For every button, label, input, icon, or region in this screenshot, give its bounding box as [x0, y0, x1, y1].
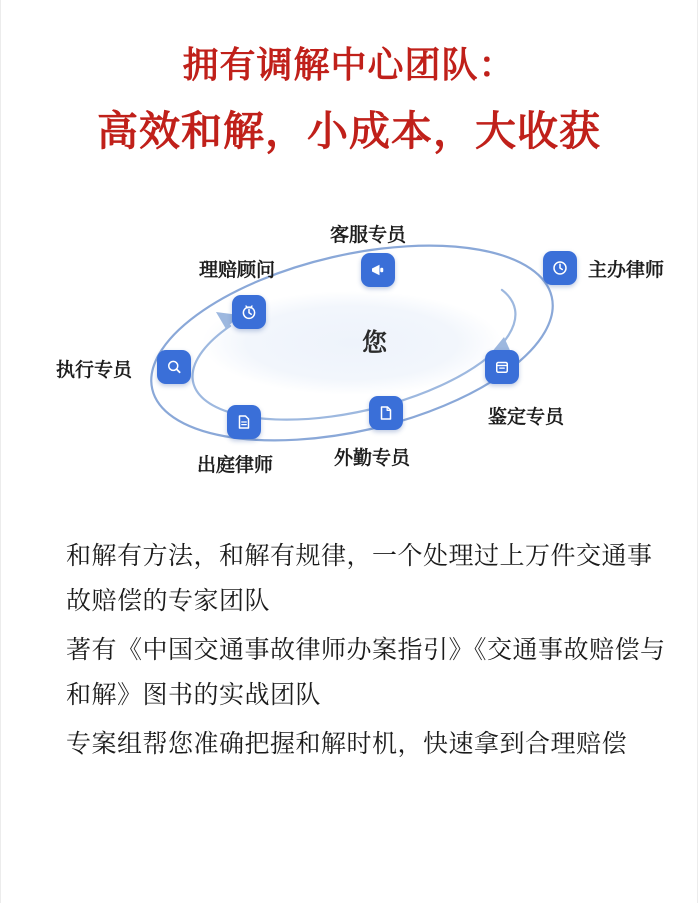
node-field-officer[interactable]: [369, 396, 403, 430]
center-label: 您: [362, 328, 388, 357]
label-field-officer: 外勤专员: [334, 447, 411, 469]
search-icon: [165, 358, 183, 376]
node-enforcement-officer[interactable]: [157, 350, 191, 384]
file-icon: [377, 404, 395, 422]
label-court-lawyer: 出庭律师: [197, 454, 274, 476]
document-icon: [235, 413, 253, 431]
headline-line-1: 拥有调解中心团队：: [182, 45, 516, 86]
body-copy: [66, 533, 670, 770]
node-court-lawyer[interactable]: [227, 405, 261, 439]
headline: [0, 40, 698, 162]
body-paragraph-2: 著有《中国交通事故律师办案指引》《交通事故赔偿与和解》图书的实战团队: [66, 635, 666, 709]
label-enforcement-officer: 执行专员: [56, 359, 133, 381]
gavel-icon: [551, 259, 569, 277]
body-paragraph-1: 和解有方法，和解有规律，一个处理过上万件交通事故赔偿的专家团队: [66, 541, 653, 615]
team-orbit-diagram: [0, 195, 698, 495]
body-paragraph-3: 专案组帮您准确把握和解时机，快速拿到合理赔偿: [66, 729, 628, 758]
label-appraisal-officer: 鉴定专员: [488, 406, 565, 428]
node-claims-advisor[interactable]: [232, 295, 266, 329]
calendar-icon: [493, 358, 511, 376]
node-appraisal-officer[interactable]: [485, 350, 519, 384]
node-customer-service[interactable]: [361, 253, 395, 287]
label-claims-advisor: 理赔顾问: [199, 259, 276, 281]
headline-line-2: 高效和解，小成本，大收获: [97, 107, 601, 155]
label-lead-lawyer: 主办律师: [588, 259, 665, 281]
label-customer-service: 客服专员: [330, 224, 407, 246]
megaphone-icon: [369, 261, 387, 279]
clock-icon: [240, 303, 258, 321]
node-lead-lawyer[interactable]: [543, 251, 577, 285]
